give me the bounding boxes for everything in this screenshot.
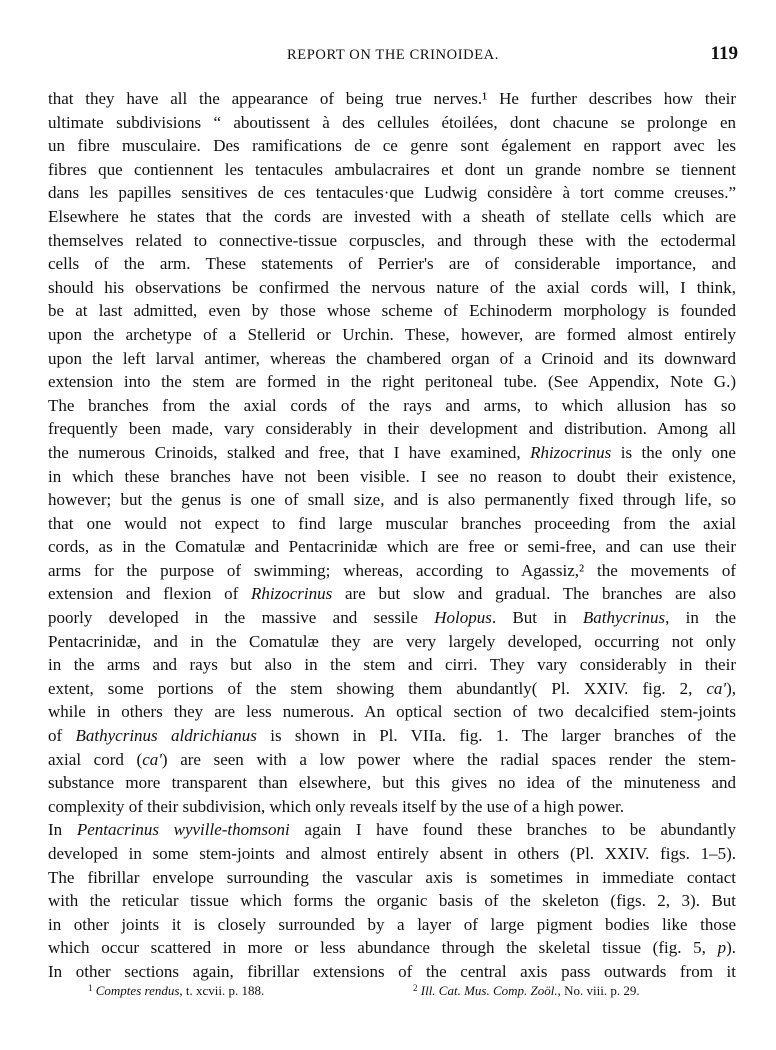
text-line bbox=[48, 630, 736, 654]
text-line bbox=[48, 771, 736, 795]
text-line bbox=[48, 700, 736, 724]
text-segment: un fibre musculaire. Des ramifications de ce genre sont également en rapport avec les bbox=[48, 136, 736, 156]
text-line bbox=[48, 252, 736, 276]
text-segment: extent, some portions of the stem showing them abundantly( Pl. XXIV. fig. 2, bbox=[48, 678, 707, 698]
text-segment: in the arms and rays but also in the stem and cirri. They vary considerably in their bbox=[48, 655, 736, 675]
text-line bbox=[48, 299, 736, 323]
text-line bbox=[48, 677, 736, 701]
text-line bbox=[48, 842, 736, 866]
text-line bbox=[48, 323, 736, 347]
text-segment: substance more transparent than elsewhere, but this gives no idea of the minuteness and bbox=[48, 773, 736, 793]
page-number: 119 bbox=[710, 43, 738, 64]
italic-term: ca' bbox=[142, 749, 162, 769]
text-line bbox=[48, 960, 736, 984]
text-line bbox=[48, 559, 736, 583]
text-line bbox=[48, 417, 736, 441]
text-segment: developed in some stem-joints and almost entirely absent in others (Pl. XXIV. figs. 1–5). bbox=[48, 844, 736, 863]
text-segment: Pentacrinidæ, and in the Comatulæ they are very largely developed, occurring not only bbox=[48, 631, 736, 651]
text-line bbox=[48, 347, 736, 371]
text-segment: is shown in Pl. VIIa. fig. 1. The larger branches of the bbox=[256, 726, 736, 746]
text-line bbox=[48, 134, 736, 158]
footnote-ref: , t. xcvii. p. 188. bbox=[179, 983, 265, 998]
text-segment: are but slow and gradual. The branches are also bbox=[332, 584, 736, 604]
text-segment: that they have all the appearance of being true nerves.¹ He further describes how their bbox=[48, 89, 736, 108]
footnote-mark: 2 bbox=[413, 983, 418, 993]
text-line bbox=[48, 111, 736, 135]
text-segment: dans les papilles sensitives de ces tentacules·que Ludwig considère à tort comme creuses.” bbox=[48, 183, 736, 203]
text-line bbox=[48, 724, 736, 748]
text-segment: cords, as in the Comatulæ and Pentacrinidæ which are free or semi-free, and can use their bbox=[48, 537, 736, 557]
text-segment: arms for the purpose of swimming; whereas, according to Agassiz,² the movements of bbox=[48, 560, 736, 580]
italic-term: p bbox=[717, 938, 727, 958]
footnote-1 bbox=[88, 983, 264, 999]
text-segment: again I have found these branches to be abundantly bbox=[289, 820, 736, 840]
footnote-2 bbox=[413, 983, 640, 999]
text-line bbox=[48, 795, 736, 819]
text-line bbox=[48, 488, 736, 512]
text-line bbox=[48, 276, 736, 300]
footnote-source: Comptes rendus bbox=[95, 983, 180, 998]
italic-term: Pentacrinus wyville-thomsoni bbox=[76, 820, 290, 840]
text-line bbox=[48, 441, 736, 465]
text-segment: themselves related to connective-tissue corpuscles, and through these with the ectodermal bbox=[48, 230, 736, 250]
text-segment: axial cord ( bbox=[48, 749, 143, 769]
text-segment: ultimate subdivisions “ aboutissent à des cellules étoilées, dont chacune se prolonge en bbox=[48, 112, 736, 132]
text-line bbox=[48, 653, 736, 677]
text-segment: Elsewhere he states that the cords are invested with a sheath of stellate cells which are bbox=[48, 206, 736, 226]
text-line bbox=[48, 512, 736, 536]
text-line bbox=[48, 158, 736, 182]
text-line bbox=[48, 205, 736, 229]
text-segment: with the reticular tissue which forms the organic basis of the skeleton (figs. 2, 3). But bbox=[48, 891, 736, 911]
text-segment: be at last admitted, even by those whose scheme of Echinoderm morphology is founded bbox=[48, 301, 736, 321]
text-segment: In other sections again, fibrillar extensions of the central axis pass outwards from it bbox=[48, 961, 736, 981]
text-segment: In bbox=[48, 820, 77, 840]
text-line bbox=[48, 866, 736, 890]
italic-term: Bathycrinus aldrichianus bbox=[75, 726, 257, 746]
footnote-ref: , No. viii. p. 29. bbox=[557, 983, 640, 998]
italic-term: Bathycrinus bbox=[582, 608, 666, 628]
italic-term: Rhizocrinus bbox=[530, 442, 612, 462]
text-segment: of bbox=[48, 726, 76, 746]
text-segment: is the only one bbox=[611, 442, 736, 462]
text-segment: The fibrillar envelope surrounding the vascular axis is sometimes in immediate contact bbox=[48, 867, 736, 887]
footnote-mark: 1 bbox=[88, 983, 93, 993]
italic-term: ca' bbox=[706, 678, 727, 698]
body-text bbox=[48, 87, 736, 984]
text-segment: the numerous Crinoids, stalked and free, that I have examined, bbox=[48, 442, 531, 462]
text-line bbox=[48, 748, 736, 772]
footnotes bbox=[48, 983, 736, 1003]
text-segment: cells of the arm. These statements of Perrier's are of considerable importance, and bbox=[48, 254, 736, 274]
text-line bbox=[48, 582, 736, 606]
text-segment: while in others they are less numerous. An optical section of two decalcified stem-joints bbox=[48, 702, 736, 722]
text-segment: frequently been made, vary considerably in their development and distribution. Among all bbox=[48, 419, 736, 439]
text-segment: extension into the stem are formed in the right peritoneal tube. (See Appendix, Note G.) bbox=[48, 372, 736, 392]
text-line bbox=[48, 394, 736, 418]
text-line bbox=[48, 889, 736, 913]
text-segment: however; but the genus is one of small size, and is also permanently fixed through life, so bbox=[48, 490, 736, 510]
text-line bbox=[48, 465, 736, 489]
text-segment: ) are seen with a low power where the radial spaces render the stem- bbox=[161, 749, 736, 769]
text-segment: fibres que contiennent les tentacules ambulacraires et dont un grande nombre se tiennent bbox=[48, 159, 736, 179]
text-segment: should his observations be confirmed the nervous nature of the axial cords will, I think, bbox=[48, 277, 736, 297]
text-line bbox=[48, 229, 736, 253]
text-segment: in other joints it is closely surrounded by a layer of large pigment bodies like those bbox=[48, 914, 736, 934]
text-line bbox=[48, 181, 736, 205]
italic-term: Rhizocrinus bbox=[251, 584, 333, 604]
text-segment: ), bbox=[726, 678, 736, 698]
text-line bbox=[48, 818, 736, 842]
text-segment: that one would not expect to find large muscular branches proceeding from the axial bbox=[48, 513, 736, 533]
text-segment: which occur scattered in more or less abundance through the skeletal tissue (fig. 5, bbox=[48, 938, 718, 958]
text-segment: The branches from the axial cords of the rays and arms, to which allusion has so bbox=[48, 395, 736, 415]
footnote-source: Ill. Cat. Mus. Comp. Zoöl. bbox=[420, 983, 558, 998]
text-segment: in which these branches have not been visible. I see no reason to doubt their existence, bbox=[48, 466, 736, 486]
text-line bbox=[48, 606, 736, 630]
text-segment: extension and flexion of bbox=[48, 584, 251, 604]
text-line bbox=[48, 913, 736, 937]
text-line bbox=[48, 936, 736, 960]
text-segment: , in the bbox=[665, 608, 736, 628]
text-segment: poorly developed in the massive and sessile bbox=[48, 608, 435, 628]
text-segment: . But in bbox=[491, 608, 583, 628]
italic-term: Holopus bbox=[434, 608, 492, 628]
text-line bbox=[48, 370, 736, 394]
page-header bbox=[48, 43, 738, 67]
text-segment: complexity of their subdivision, which only reveals itself by the use of a high power. bbox=[48, 796, 624, 816]
running-title: REPORT ON THE CRINOIDEA. bbox=[287, 47, 499, 63]
text-line bbox=[48, 87, 736, 111]
text-segment: upon the left larval antimer, whereas the chambered organ of a Crinoid and its downward bbox=[48, 348, 736, 368]
text-line bbox=[48, 535, 736, 559]
text-segment: ). bbox=[726, 938, 736, 958]
text-segment: upon the archetype of a Stellerid or Urchin. These, however, are formed almost entirely bbox=[48, 324, 736, 344]
